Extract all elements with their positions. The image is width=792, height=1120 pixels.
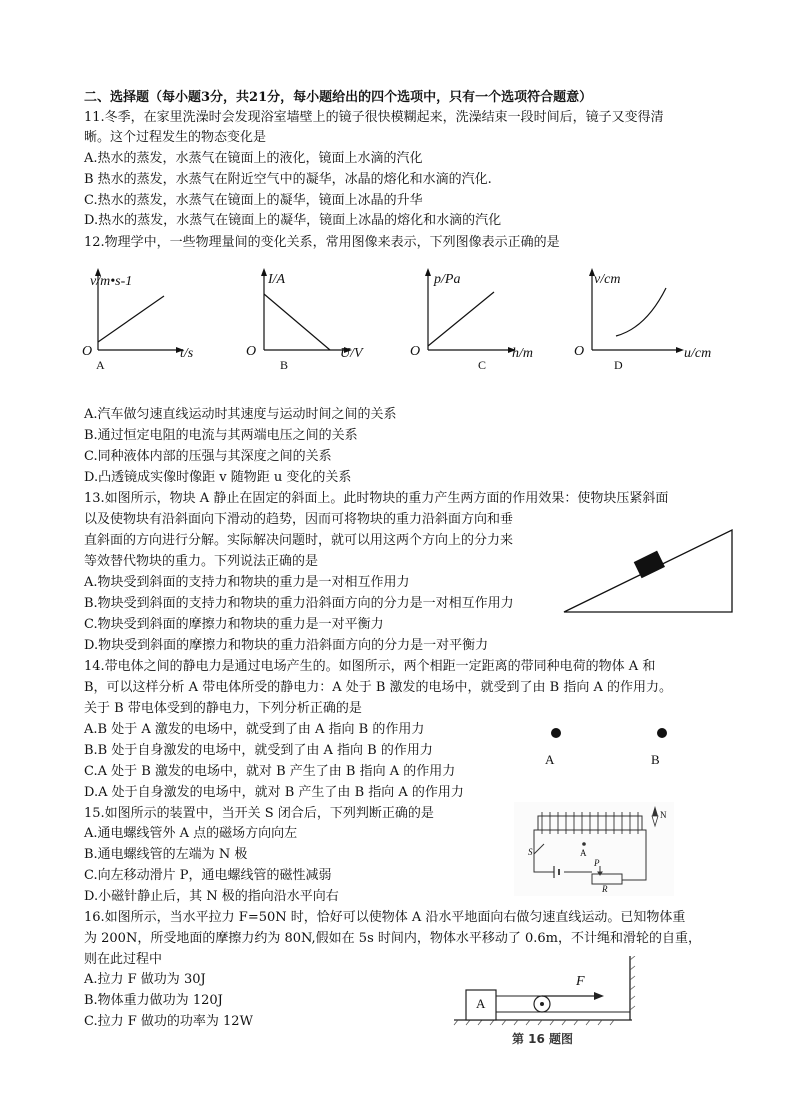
charge-a-label: A [545, 752, 555, 767]
graph-a-ylabel: v/m•s-1 [90, 274, 133, 289]
q12-graph-b [246, 266, 376, 376]
block-a [634, 551, 665, 579]
q14-option-d: D.A 处于自身激发的电场中，就对 B 产生了由 B 指向 A 的作用力 [84, 785, 464, 800]
force-arrow-head [594, 992, 604, 1000]
graph-d-curve [616, 288, 666, 336]
q14-stem-line2: B，可以这样分析 A 带电体所受的静电力：A 处于 B 激发的电场中，就受到了由 B 指向 A 的作用力。 [84, 680, 673, 695]
graph-d-x-arrow [676, 347, 684, 353]
q11-stem-line1: 11.冬季，在家里洗澡时会发现浴室墙壁上的镜子很快模糊起来，洗澡结束一段时间后，镜子又变得清 [84, 110, 664, 125]
q15-option-c: C.向左移动滑片 P，通电螺线管的磁性减弱 [84, 868, 332, 883]
q12-option-d: D.凸透镜成实像时像距 v 随物距 u 变化的关系 [84, 470, 352, 485]
q13-option-a: A.物块受到斜面的支持力和物块的重力是一对相互作用力 [84, 575, 410, 590]
q15-stem: 15.如图所示的装置中，当开关 S 闭合后，下列判断正确的是 [84, 806, 434, 821]
q12-option-c: C.同种液体内部的压强与其深度之间的关系 [84, 449, 332, 464]
graph-d-ylabel: v/cm [594, 272, 621, 287]
q15-option-b: B.通电螺线管的左端为 N 极 [84, 847, 248, 862]
q16-option-b: B.物体重力做功为 120J [84, 993, 223, 1008]
point-a-label: A [580, 848, 587, 858]
graph-b-ylabel: I/A [268, 272, 286, 287]
q11-option-c: C.热水的蒸发，水蒸气在镜面上的凝华，镜面上冰晶的升华 [84, 193, 423, 208]
q13-option-c: C.物块受到斜面的摩擦力和物块的重力是一对平衡力 [84, 617, 384, 632]
graph-a-tag: A [96, 358, 105, 372]
graph-b-y-arrow [261, 268, 267, 276]
graph-c-tag: C [478, 358, 487, 372]
q15-option-a: A.通电螺线管外 A 点的磁场方向向左 [84, 826, 298, 841]
q14-option-c: C.A 处于 B 激发的电场中，就对 B 产生了由 B 指向 A 的作用力 [84, 764, 456, 779]
graph-a-line [98, 296, 164, 342]
graph-b-tag: B [280, 358, 289, 372]
charge-b-dot [657, 728, 667, 738]
graph-d-tag: D [614, 358, 623, 372]
charge-b-label: B [651, 752, 660, 767]
graph-d-origin: O [574, 344, 585, 359]
q14-stem-line1: 14.带电体之间的静电力是通过电场产生的。如图所示，两个相距一定距离的带同种电荷的物体 A 和 [84, 659, 656, 674]
q13-incline-figure [558, 524, 738, 616]
q13-option-d: D.物块受到斜面的摩擦力和物块的重力沿斜面方向的分力是一对平衡力 [84, 638, 489, 653]
block-a-label: A [476, 996, 486, 1011]
q13-stem-line4: 等效替代物块的重力。下列说法正确的是 [84, 554, 319, 569]
q11-option-a: A.热水的蒸发，水蒸气在镜面上的液化，镜面上水滴的汽化 [84, 151, 423, 166]
q16-stem-line1: 16.如图所示，当水平拉力 F=50N 时，恰好可以使物体 A 沿水平地面向右做匀速直线运动。已知物体重 [84, 910, 686, 925]
graph-a-xlabel: t/s [180, 346, 194, 361]
point-a-dot [582, 842, 586, 846]
q12-graph-c [410, 266, 550, 376]
solenoid-coils [542, 812, 638, 834]
q12-option-b: B.通过恒定电阻的电流与其两端电压之间的关系 [84, 428, 358, 443]
q11-stem-line2: 晰。这个过程发生的物态变化是 [84, 130, 267, 145]
q13-stem-line1: 13.如图所示，物块 A 静止在固定的斜面上。此时物块的重力产生两方面的作用效果：使物块压紧斜面 [84, 491, 669, 506]
rheostat-body [592, 874, 622, 884]
resistor-r-label: R [602, 884, 608, 894]
q14-charges-figure [536, 724, 686, 774]
slider-p-label: P [594, 858, 600, 868]
graph-b-line [264, 294, 330, 350]
graph-c-y-arrow [425, 268, 431, 276]
compass-needle-bottom [652, 816, 658, 826]
graph-c-ylabel: p/Pa [434, 272, 461, 287]
pulley-axle [540, 1002, 544, 1006]
force-f-label: F [576, 974, 585, 989]
graph-a-origin: O [82, 344, 93, 359]
graph-b-origin: O [246, 344, 257, 359]
q15-circuit-figure [514, 802, 674, 896]
graph-c-xlabel: h/m [512, 346, 533, 361]
q14-stem-line3: 关于 B 带电体受到的静电力，下列分析正确的是 [84, 701, 362, 716]
graph-b-xlabel: U/V [340, 346, 363, 361]
q16-option-a: A.拉力 F 做功为 30J [84, 972, 206, 987]
q11-option-d: D.热水的蒸发，水蒸气在镜面上的凝华，镜面上冰晶的熔化和水滴的汽化 [84, 213, 502, 228]
ground-hatch [454, 1020, 614, 1025]
q12-graph-a [82, 266, 212, 376]
q11-option-b: B 热水的蒸发，水蒸气在附近空气中的凝华，冰晶的熔化和水滴的汽化. [84, 172, 492, 187]
wall-hatch [630, 956, 635, 1010]
section-title: 二、选择题（每小题3分，共21分，每小题给出的四个选项中，只有一个选项符合题意） [84, 90, 593, 105]
wire-right [622, 830, 646, 880]
compass-needle-top [652, 806, 658, 816]
switch-blade [534, 844, 544, 854]
charge-a-dot [551, 728, 561, 738]
q12-option-a: A.汽车做匀速直线运动时其速度与运动时间之间的关系 [84, 407, 397, 422]
graph-d-xlabel: u/cm [684, 346, 712, 361]
q13-stem-line3: 直斜面的方向进行分解。实际解决问题时，就可以用这两个方向上的分力来 [84, 533, 514, 548]
q13-stem-line2: 以及使物块有沿斜面向下滑动的趋势，因而可将物块的重力沿斜面方向和垂 [84, 512, 514, 527]
graph-c-origin: O [410, 344, 421, 359]
switch-label: S [528, 847, 533, 857]
q12-graph-d [574, 266, 724, 376]
q16-figure-caption: 第 16 题图 [512, 1032, 574, 1046]
q16-stem-line3: 则在此过程中 [84, 952, 163, 967]
q14-option-b: B.B 处于自身激发的电场中，就受到了由 A 指向 B 的作用力 [84, 743, 433, 758]
graph-c-line [428, 292, 494, 346]
needle-n-label: N [660, 810, 667, 820]
q13-option-b: B.物块受到斜面的支持力和物块的重力沿斜面方向的分力是一对相互作用力 [84, 596, 514, 611]
q15-option-d: D.小磁针静止后，其 N 极的指向沿水平向右 [84, 889, 339, 904]
q12-stem: 12.物理学中，一些物理量间的变化关系，常用图像来表示，下列图像表示正确的是 [84, 235, 560, 250]
q16-option-c: C.拉力 F 做功的功率为 12W [84, 1014, 253, 1029]
q14-option-a: A.B 处于 A 激发的电场中，就受到了由 A 指向 B 的作用力 [84, 722, 425, 737]
q16-pulley-figure [446, 956, 640, 1056]
q16-stem-line2: 为 200N，所受地面的摩擦力约为 80N,假如在 5s 时间内，物体水平移动了 0.6m，不计绳和滑轮的自重， [84, 931, 702, 946]
